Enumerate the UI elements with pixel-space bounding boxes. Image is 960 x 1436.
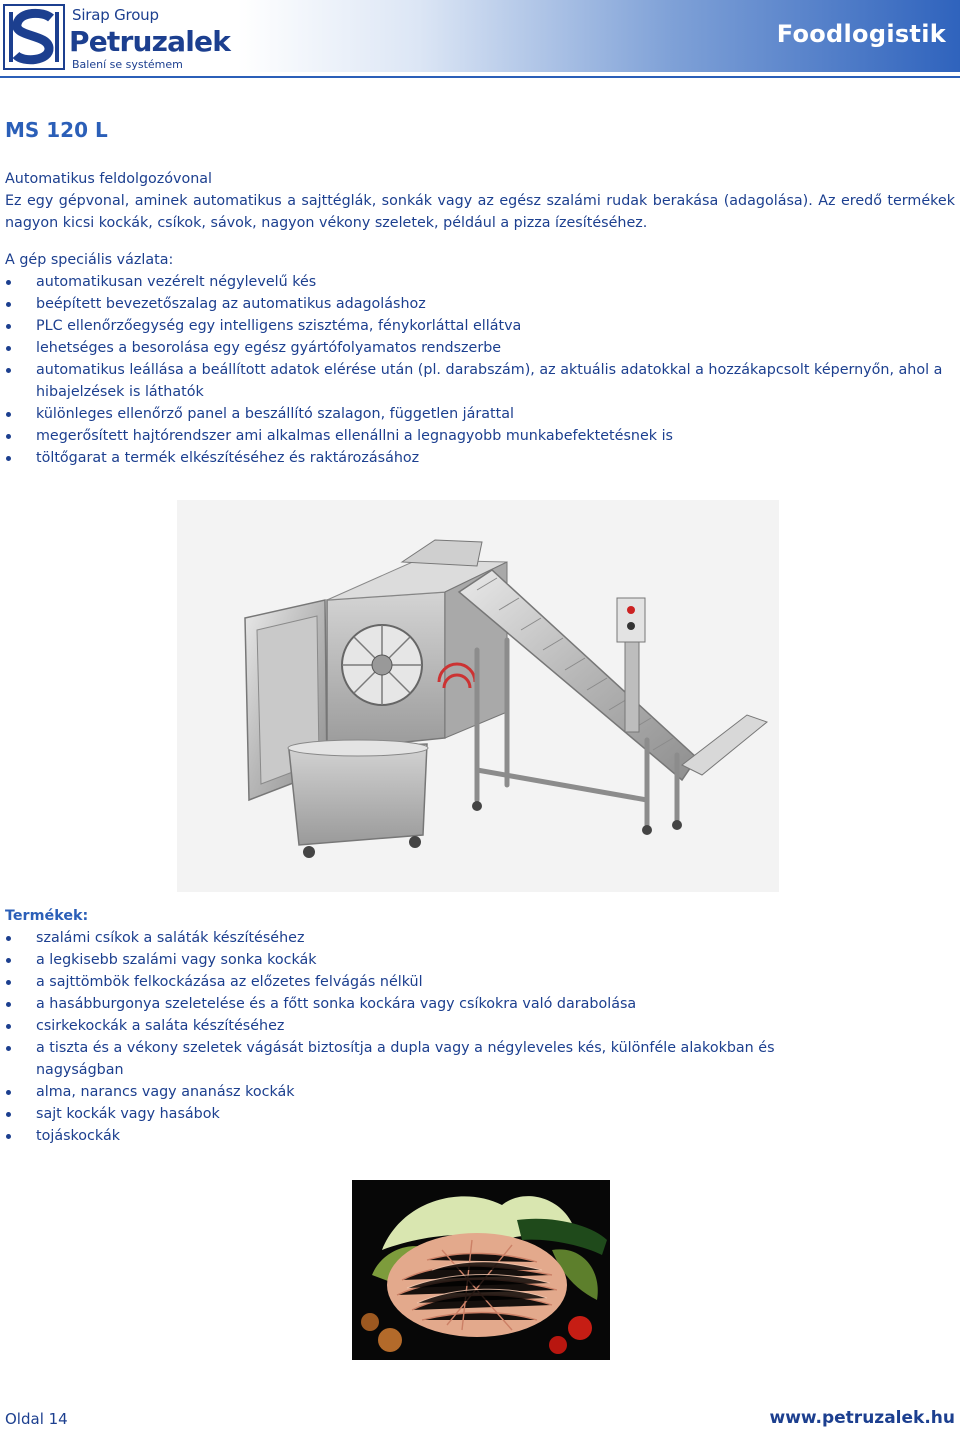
product-item: sajt kockák vagy hasábok xyxy=(5,1103,955,1125)
features-list xyxy=(5,271,955,469)
product-subtitle: Automatikus feldolgozóvonal xyxy=(5,171,213,187)
petruzalek-logo xyxy=(3,4,238,72)
machine-illustration xyxy=(177,500,779,892)
logo-group-name: Sirap Group xyxy=(72,6,159,24)
products-heading: Termékek: xyxy=(5,908,89,924)
model-title: MS 120 L xyxy=(5,118,108,142)
product-item: a tiszta és a vékony szeletek vágását biztosítja a dupla vagy a négyleveles kés, különféle alakokban és nagyságban xyxy=(5,1037,835,1081)
features-heading: A gép speciális vázlata: xyxy=(5,252,174,268)
food-photo xyxy=(352,1180,610,1360)
product-item: tojáskockák xyxy=(5,1125,955,1147)
feature-item: PLC ellenőrzőegység egy intelligens szisztéma, fénykorláttal ellátva xyxy=(5,315,955,337)
product-item: a legkisebb szalámi vagy sonka kockák xyxy=(5,949,955,971)
feature-item: lehetséges a besorolása egy egész gyártófolyamatos rendszerbe xyxy=(5,337,955,359)
product-item: a sajttömbök felkockázása az előzetes felvágás nélkül xyxy=(5,971,955,993)
feature-item: különleges ellenőrző panel a beszállító szalagon, független járattal xyxy=(5,403,955,425)
features-section xyxy=(5,249,955,469)
page-number: Oldal 14 xyxy=(5,1410,68,1428)
sirap-logo-mark-icon xyxy=(3,4,65,70)
feature-item: beépített bevezetőszalag az automatikus adagoláshoz xyxy=(5,293,955,315)
website-link[interactable]: www.petruzalek.hu xyxy=(769,1408,955,1428)
feature-item: automatikus leállása a beállított adatok elérése után (pl. darabszám), az aktuális adatokkal a hozzákapcsolt képernyőn, ahol a hibajelzések is láthatók xyxy=(5,359,955,403)
page-content xyxy=(5,118,955,469)
products-section xyxy=(5,905,955,1147)
product-item: csirkekockák a saláta készítéséhez xyxy=(5,1015,955,1037)
product-intro xyxy=(5,168,955,234)
header-section-title: Foodlogistik xyxy=(776,20,946,48)
feature-item: töltőgarat a termék elkészítéséhez és raktározásához xyxy=(5,447,955,469)
product-item: a hasábburgonya szeletelése és a főtt sonka kockára vagy csíkokra való darabolása xyxy=(5,993,955,1015)
products-list xyxy=(5,927,955,1147)
product-description: Ez egy gépvonal, aminek automatikus a sajttéglák, sonkák vagy az egész szalámi rudak berakása (adagolása). Az eredő termékek nagyon kicsi kockák, csíkok, sávok, nagyon vékony szeletek, például a pizza ízesítéséhez. xyxy=(5,193,955,231)
feature-item: megerősített hajtórendszer ami alkalmas ellenállni a legnagyobb munkabefektetésnek is xyxy=(5,425,955,447)
product-item: alma, narancs vagy ananász kockák xyxy=(5,1081,955,1103)
product-item: szalámi csíkok a saláták készítéséhez xyxy=(5,927,955,949)
machine-photo xyxy=(177,500,779,892)
logo-brand-name: Petruzalek xyxy=(69,25,231,58)
page-header xyxy=(0,0,960,77)
header-divider xyxy=(0,76,960,78)
food-illustration xyxy=(352,1180,610,1360)
logo-tagline: Balení se systémem xyxy=(72,58,183,71)
feature-item: automatikusan vezérelt négylevelű kés xyxy=(5,271,955,293)
